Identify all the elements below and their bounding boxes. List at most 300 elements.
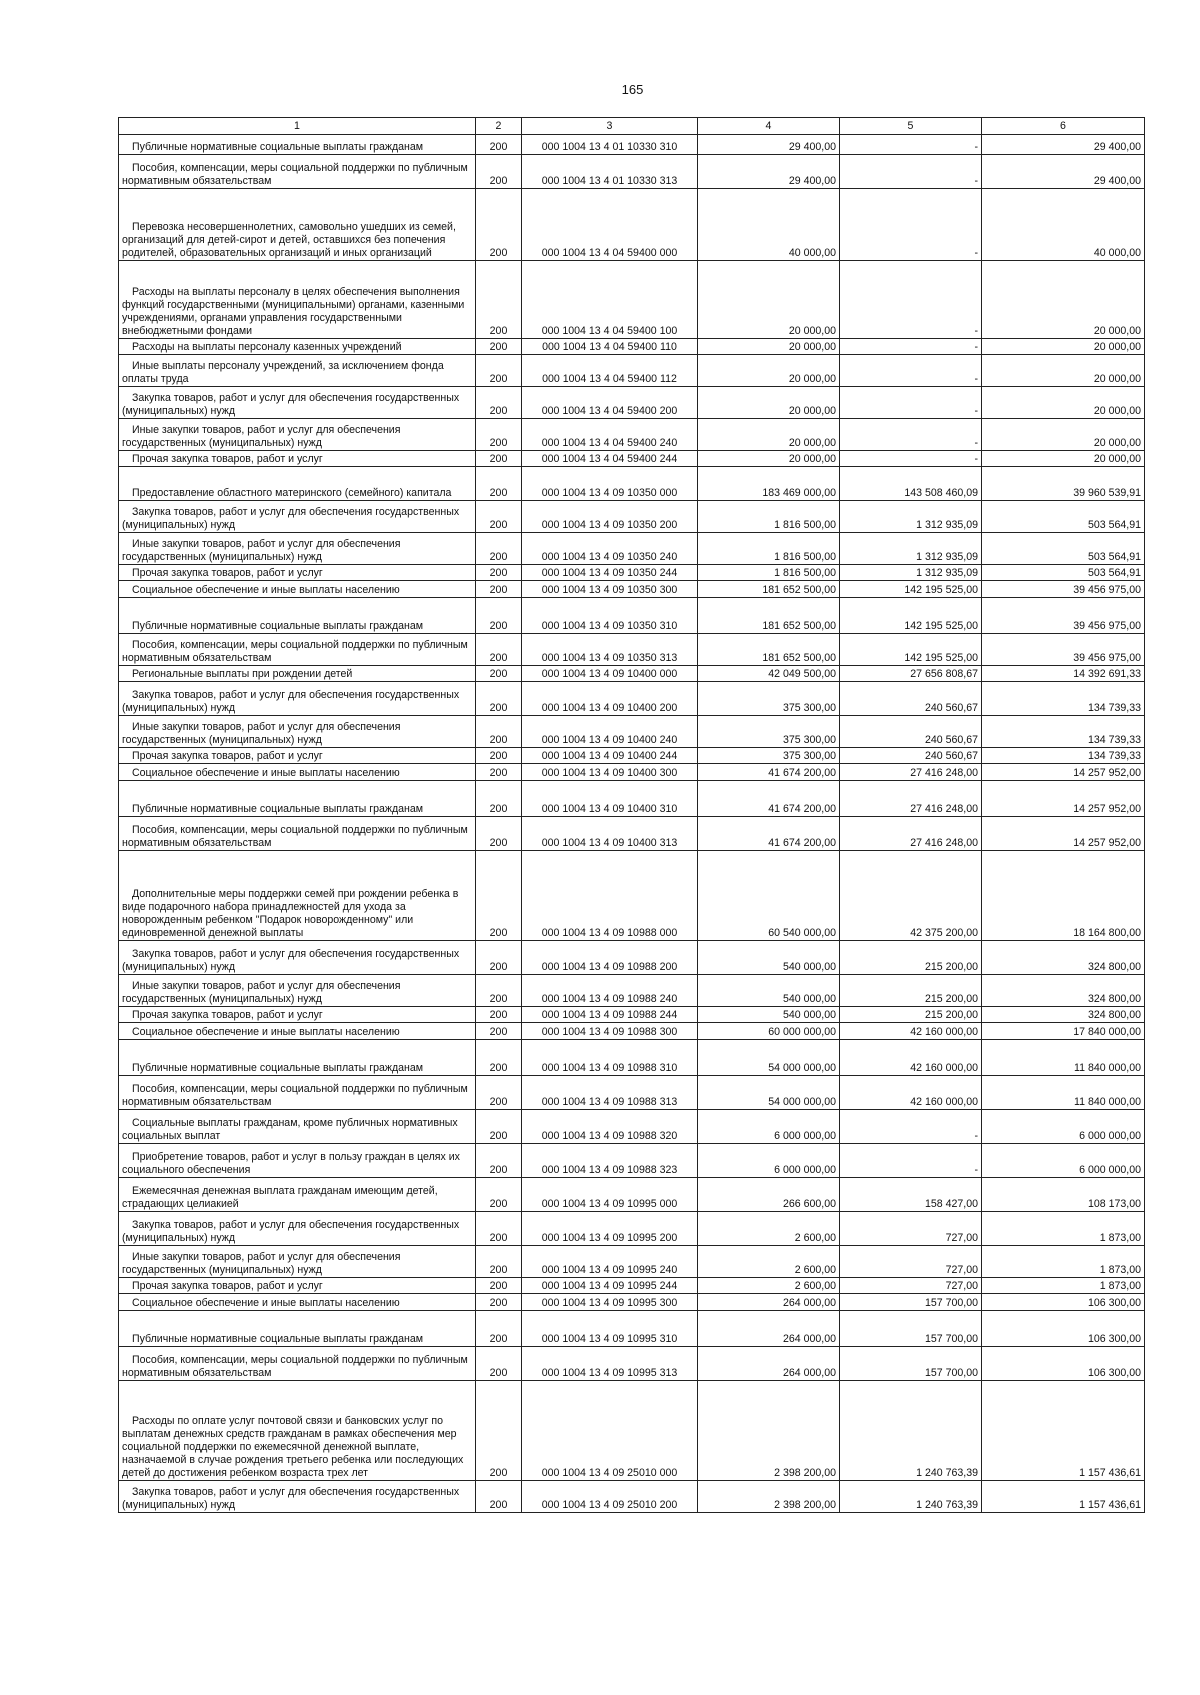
row-code-cell: 000 1004 13 4 04 59400 244	[522, 451, 698, 467]
row-col5-cell: -	[840, 135, 982, 155]
row-code-cell: 000 1004 13 4 09 10400 000	[522, 666, 698, 682]
row-col5-cell: 42 160 000,00	[840, 1040, 982, 1076]
row-name-text: Публичные нормативные социальные выплаты гражданам	[132, 1333, 424, 1346]
row-name-cell	[119, 155, 476, 189]
table-row	[119, 1023, 1145, 1040]
row-col5-cell: 240 560,67	[840, 748, 982, 764]
row-col6-cell: 108 173,00	[982, 1178, 1145, 1212]
row-name-text: Прочая закупка товаров, работ и услуг	[132, 453, 323, 466]
row-name-cell	[119, 189, 476, 261]
table-row	[119, 1278, 1145, 1294]
row-category-cell: 200	[476, 501, 522, 533]
row-name-text: Закупка товаров, работ и услуг для обеспечения государственных (муниципальных) нужд	[122, 392, 460, 418]
row-name-cell	[119, 339, 476, 355]
row-col5-cell: -	[840, 1110, 982, 1144]
row-col5-cell: 1 312 935,09	[840, 501, 982, 533]
row-code-cell: 000 1004 13 4 09 10988 300	[522, 1023, 698, 1040]
row-name-cell	[119, 1144, 476, 1178]
row-name-text: Публичные нормативные социальные выплаты гражданам	[132, 620, 424, 633]
row-col6-cell: 503 564,91	[982, 565, 1145, 581]
table-row	[119, 387, 1145, 419]
row-category-cell: 200	[476, 355, 522, 387]
table-row	[119, 1110, 1145, 1144]
row-code-cell: 000 1004 13 4 01 10330 310	[522, 135, 698, 155]
row-category-cell: 200	[476, 748, 522, 764]
row-code-cell: 000 1004 13 4 09 10400 200	[522, 682, 698, 716]
row-code-cell: 000 1004 13 4 09 10995 240	[522, 1246, 698, 1278]
row-category-cell: 200	[476, 135, 522, 155]
row-col5-cell: 215 200,00	[840, 941, 982, 975]
row-code-cell: 000 1004 13 4 09 10350 240	[522, 533, 698, 565]
row-code-cell: 000 1004 13 4 09 25010 000	[522, 1381, 698, 1481]
row-name-text: Иные закупки товаров, работ и услуг для обеспечения государственных (муниципальных) нужд	[122, 980, 401, 1006]
row-col6-cell: 39 456 975,00	[982, 581, 1145, 598]
header-col-3: 3	[522, 118, 698, 135]
row-code-cell: 000 1004 13 4 09 10400 300	[522, 764, 698, 781]
row-name-cell	[119, 467, 476, 501]
table-row	[119, 1381, 1145, 1481]
row-name-cell	[119, 634, 476, 666]
row-name-text: Прочая закупка товаров, работ и услуг	[132, 1009, 323, 1022]
table-row	[119, 941, 1145, 975]
row-col4-cell: 42 049 500,00	[698, 666, 840, 682]
row-col4-cell: 181 652 500,00	[698, 634, 840, 666]
row-name-cell	[119, 355, 476, 387]
row-name-text: Иные закупки товаров, работ и услуг для обеспечения государственных (муниципальных) нужд	[122, 1251, 401, 1277]
row-col6-cell: 20 000,00	[982, 339, 1145, 355]
row-col6-cell: 134 739,33	[982, 682, 1145, 716]
table-row	[119, 781, 1145, 817]
row-col4-cell: 181 652 500,00	[698, 581, 840, 598]
row-name-text: Иные выплаты персоналу учреждений, за исключением фонда оплаты труда	[122, 360, 444, 386]
row-category-cell: 200	[476, 634, 522, 666]
row-code-cell: 000 1004 13 4 09 10400 240	[522, 716, 698, 748]
row-name-cell	[119, 451, 476, 467]
row-col5-cell: 27 656 808,67	[840, 666, 982, 682]
row-name-text: Пособия, компенсации, меры социальной поддержки по публичным нормативным обязательствам	[122, 1083, 468, 1109]
row-col6-cell: 106 300,00	[982, 1311, 1145, 1347]
row-code-cell: 000 1004 13 4 09 10350 244	[522, 565, 698, 581]
row-category-cell: 200	[476, 764, 522, 781]
table-row	[119, 1178, 1145, 1212]
row-name-cell	[119, 533, 476, 565]
row-col5-cell: 1 240 763,39	[840, 1381, 982, 1481]
row-col4-cell: 1 816 500,00	[698, 533, 840, 565]
row-col6-cell: 324 800,00	[982, 975, 1145, 1007]
row-name-text: Предоставление областного материнского (семейного) капитала	[132, 487, 452, 500]
header-col-6: 6	[982, 118, 1145, 135]
row-col4-cell: 2 600,00	[698, 1212, 840, 1246]
row-col4-cell: 183 469 000,00	[698, 467, 840, 501]
row-category-cell: 200	[476, 781, 522, 817]
row-col5-cell: 157 700,00	[840, 1311, 982, 1347]
row-category-cell: 200	[476, 1023, 522, 1040]
row-name-cell	[119, 764, 476, 781]
row-category-cell: 200	[476, 387, 522, 419]
row-col4-cell: 375 300,00	[698, 682, 840, 716]
row-name-text: Ежемесячная денежная выплата гражданам имеющим детей, страдающих целиакией	[122, 1185, 438, 1211]
row-col4-cell: 41 674 200,00	[698, 781, 840, 817]
row-name-cell	[119, 581, 476, 598]
row-category-cell: 200	[476, 467, 522, 501]
row-name-text: Расходы по оплате услуг почтовой связи и банковских услуг по выплатам денежных средств гражданам в рамках обеспечения мер социальной поддержки по ежемесячной денежной выплате, назначаемой в случае рождения третьего ребенка или последующих детей до достижения ребенком возраста трех лет	[122, 1415, 464, 1480]
row-name-text: Публичные нормативные социальные выплаты гражданам	[132, 803, 424, 816]
table-row	[119, 533, 1145, 565]
row-col5-cell: 142 195 525,00	[840, 581, 982, 598]
table-row	[119, 764, 1145, 781]
row-col4-cell: 1 816 500,00	[698, 501, 840, 533]
row-col6-cell: 1 873,00	[982, 1246, 1145, 1278]
row-name-cell	[119, 419, 476, 451]
row-name-text: Прочая закупка товаров, работ и услуг	[132, 1280, 323, 1293]
row-col4-cell: 29 400,00	[698, 135, 840, 155]
row-name-text: Пособия, компенсации, меры социальной поддержки по публичным нормативным обязательствам	[122, 162, 468, 188]
row-col5-cell: 157 700,00	[840, 1294, 982, 1311]
row-name-text: Закупка товаров, работ и услуг для обеспечения государственных (муниципальных) нужд	[122, 1219, 460, 1245]
header-col-5: 5	[840, 118, 982, 135]
row-code-cell: 000 1004 13 4 09 10988 320	[522, 1110, 698, 1144]
row-code-cell: 000 1004 13 4 09 10995 200	[522, 1212, 698, 1246]
row-col5-cell: 142 195 525,00	[840, 598, 982, 634]
row-col4-cell: 20 000,00	[698, 339, 840, 355]
row-code-cell: 000 1004 13 4 09 10995 000	[522, 1178, 698, 1212]
header-row	[119, 118, 1145, 135]
row-col6-cell: 20 000,00	[982, 387, 1145, 419]
row-col6-cell: 14 257 952,00	[982, 764, 1145, 781]
row-category-cell: 200	[476, 716, 522, 748]
row-name-text: Расходы на выплаты персоналу в целях обеспечения выполнения функций государственными (муниципальными) органами, казенными учреждениями, органами управления государственными внебюджетными фондами	[122, 286, 465, 338]
row-category-cell: 200	[476, 682, 522, 716]
row-col6-cell: 39 960 539,91	[982, 467, 1145, 501]
row-col4-cell: 264 000,00	[698, 1294, 840, 1311]
row-category-cell: 200	[476, 1076, 522, 1110]
row-col6-cell: 1 157 436,61	[982, 1381, 1145, 1481]
table-row	[119, 682, 1145, 716]
row-category-cell: 200	[476, 581, 522, 598]
row-col4-cell: 29 400,00	[698, 155, 840, 189]
row-col4-cell: 6 000 000,00	[698, 1144, 840, 1178]
row-col4-cell: 264 000,00	[698, 1347, 840, 1381]
row-name-cell	[119, 1481, 476, 1513]
row-col5-cell: -	[840, 189, 982, 261]
row-category-cell: 200	[476, 419, 522, 451]
row-name-text: Пособия, компенсации, меры социальной поддержки по публичным нормативным обязательствам	[122, 1354, 468, 1380]
row-col4-cell: 20 000,00	[698, 419, 840, 451]
table-row	[119, 565, 1145, 581]
row-category-cell: 200	[476, 1040, 522, 1076]
table-row	[119, 339, 1145, 355]
row-code-cell: 000 1004 13 4 09 10988 244	[522, 1007, 698, 1023]
row-col4-cell: 20 000,00	[698, 355, 840, 387]
row-col4-cell: 2 600,00	[698, 1246, 840, 1278]
table-row	[119, 748, 1145, 764]
row-name-cell	[119, 851, 476, 941]
row-col4-cell: 54 000 000,00	[698, 1040, 840, 1076]
row-name-text: Социальное обеспечение и иные выплаты населению	[132, 1297, 400, 1310]
row-name-cell	[119, 387, 476, 419]
row-col5-cell: 1 312 935,09	[840, 565, 982, 581]
row-col4-cell: 20 000,00	[698, 261, 840, 339]
row-name-text: Закупка товаров, работ и услуг для обеспечения государственных (муниципальных) нужд	[122, 948, 460, 974]
page-number: 165	[621, 82, 644, 97]
row-col6-cell: 1 873,00	[982, 1212, 1145, 1246]
row-code-cell: 000 1004 13 4 09 10988 000	[522, 851, 698, 941]
row-name-cell	[119, 501, 476, 533]
row-code-cell: 000 1004 13 4 09 10400 244	[522, 748, 698, 764]
row-name-cell	[119, 1212, 476, 1246]
row-name-cell	[119, 135, 476, 155]
row-name-cell	[119, 941, 476, 975]
row-col6-cell: 29 400,00	[982, 135, 1145, 155]
row-name-cell	[119, 781, 476, 817]
row-col6-cell: 11 840 000,00	[982, 1040, 1145, 1076]
row-category-cell: 200	[476, 1007, 522, 1023]
table-row	[119, 634, 1145, 666]
row-category-cell: 200	[476, 975, 522, 1007]
row-code-cell: 000 1004 13 4 01 10330 313	[522, 155, 698, 189]
row-col6-cell: 106 300,00	[982, 1347, 1145, 1381]
table-row	[119, 1311, 1145, 1347]
row-category-cell: 200	[476, 817, 522, 851]
row-col5-cell: -	[840, 261, 982, 339]
table-row	[119, 261, 1145, 339]
row-col4-cell: 6 000 000,00	[698, 1110, 840, 1144]
row-code-cell: 000 1004 13 4 09 10988 200	[522, 941, 698, 975]
row-col6-cell: 324 800,00	[982, 1007, 1145, 1023]
row-code-cell: 000 1004 13 4 04 59400 000	[522, 189, 698, 261]
row-col5-cell: 27 416 248,00	[840, 817, 982, 851]
row-code-cell: 000 1004 13 4 09 10988 240	[522, 975, 698, 1007]
row-category-cell: 200	[476, 1178, 522, 1212]
row-category-cell: 200	[476, 451, 522, 467]
row-name-cell	[119, 817, 476, 851]
row-name-text: Расходы на выплаты персоналу казенных учреждений	[132, 341, 402, 354]
row-col5-cell: -	[840, 155, 982, 189]
row-col6-cell: 324 800,00	[982, 941, 1145, 975]
row-name-cell	[119, 716, 476, 748]
row-col5-cell: -	[840, 1144, 982, 1178]
row-col5-cell: 727,00	[840, 1246, 982, 1278]
row-name-cell	[119, 1311, 476, 1347]
row-category-cell: 200	[476, 339, 522, 355]
row-name-cell	[119, 666, 476, 682]
table-row	[119, 1076, 1145, 1110]
row-col6-cell: 503 564,91	[982, 533, 1145, 565]
row-code-cell: 000 1004 13 4 04 59400 240	[522, 419, 698, 451]
row-col6-cell: 14 257 952,00	[982, 781, 1145, 817]
row-category-cell: 200	[476, 941, 522, 975]
row-col4-cell: 41 674 200,00	[698, 817, 840, 851]
row-code-cell: 000 1004 13 4 09 10350 300	[522, 581, 698, 598]
row-col4-cell: 60 000 000,00	[698, 1023, 840, 1040]
row-category-cell: 200	[476, 1110, 522, 1144]
row-category-cell: 200	[476, 851, 522, 941]
row-col4-cell: 540 000,00	[698, 1007, 840, 1023]
row-name-cell	[119, 565, 476, 581]
row-category-cell: 200	[476, 261, 522, 339]
row-name-cell	[119, 748, 476, 764]
table-row	[119, 1144, 1145, 1178]
row-code-cell: 000 1004 13 4 09 10988 323	[522, 1144, 698, 1178]
row-code-cell: 000 1004 13 4 09 10350 000	[522, 467, 698, 501]
row-code-cell: 000 1004 13 4 09 25010 200	[522, 1481, 698, 1513]
row-code-cell: 000 1004 13 4 09 10988 313	[522, 1076, 698, 1110]
row-col5-cell: 240 560,67	[840, 682, 982, 716]
row-col6-cell: 20 000,00	[982, 355, 1145, 387]
row-col5-cell: 27 416 248,00	[840, 764, 982, 781]
table-row	[119, 189, 1145, 261]
row-name-cell	[119, 975, 476, 1007]
row-col5-cell: 42 375 200,00	[840, 851, 982, 941]
row-col6-cell: 20 000,00	[982, 419, 1145, 451]
row-category-cell: 200	[476, 1212, 522, 1246]
row-col5-cell: -	[840, 355, 982, 387]
budget-table	[118, 117, 1145, 1513]
row-name-cell	[119, 1381, 476, 1481]
row-code-cell: 000 1004 13 4 04 59400 200	[522, 387, 698, 419]
table-row	[119, 581, 1145, 598]
row-col6-cell: 40 000,00	[982, 189, 1145, 261]
row-col6-cell: 14 257 952,00	[982, 817, 1145, 851]
row-col6-cell: 18 164 800,00	[982, 851, 1145, 941]
row-code-cell: 000 1004 13 4 09 10350 200	[522, 501, 698, 533]
table-row	[119, 716, 1145, 748]
row-col5-cell: 240 560,67	[840, 716, 982, 748]
row-col5-cell: 158 427,00	[840, 1178, 982, 1212]
row-name-text: Социальное обеспечение и иные выплаты населению	[132, 1026, 400, 1039]
table-row	[119, 1007, 1145, 1023]
row-col6-cell: 503 564,91	[982, 501, 1145, 533]
row-col5-cell: -	[840, 451, 982, 467]
row-col6-cell: 29 400,00	[982, 155, 1145, 189]
row-col4-cell: 2 398 200,00	[698, 1381, 840, 1481]
row-name-cell	[119, 1246, 476, 1278]
row-category-cell: 200	[476, 1481, 522, 1513]
row-col4-cell: 20 000,00	[698, 387, 840, 419]
row-name-text: Пособия, компенсации, меры социальной поддержки по публичным нормативным обязательствам	[122, 824, 468, 850]
row-code-cell: 000 1004 13 4 09 10995 300	[522, 1294, 698, 1311]
row-col5-cell: 1 240 763,39	[840, 1481, 982, 1513]
row-name-cell	[119, 1076, 476, 1110]
header-col-4: 4	[698, 118, 840, 135]
row-name-text: Закупка товаров, работ и услуг для обеспечения государственных (муниципальных) нужд	[122, 689, 460, 715]
row-col4-cell: 266 600,00	[698, 1178, 840, 1212]
table-row	[119, 1040, 1145, 1076]
table-row	[119, 817, 1145, 851]
row-name-cell	[119, 1294, 476, 1311]
row-category-cell: 200	[476, 565, 522, 581]
row-col6-cell: 11 840 000,00	[982, 1076, 1145, 1110]
row-code-cell: 000 1004 13 4 09 10988 310	[522, 1040, 698, 1076]
table-row	[119, 155, 1145, 189]
row-name-text: Публичные нормативные социальные выплаты гражданам	[132, 1062, 424, 1075]
table-row	[119, 1481, 1145, 1513]
row-name-text: Пособия, компенсации, меры социальной поддержки по публичным нормативным обязательствам	[122, 639, 468, 665]
row-code-cell: 000 1004 13 4 04 59400 100	[522, 261, 698, 339]
row-col4-cell: 540 000,00	[698, 975, 840, 1007]
row-category-cell: 200	[476, 1311, 522, 1347]
row-col5-cell: -	[840, 387, 982, 419]
row-name-text: Дополнительные меры поддержки семей при рождении ребенка в виде подарочного набора принадлежностей для ухода за новорожденным ребенком "Подарок новорожденному" или единовременной денежной выплаты	[122, 888, 459, 940]
row-col6-cell: 6 000 000,00	[982, 1144, 1145, 1178]
row-code-cell: 000 1004 13 4 09 10995 313	[522, 1347, 698, 1381]
row-name-cell	[119, 1040, 476, 1076]
row-name-text: Социальные выплаты гражданам, кроме публичных нормативных социальных выплат	[122, 1117, 458, 1143]
row-category-cell: 200	[476, 1294, 522, 1311]
row-col5-cell: 727,00	[840, 1212, 982, 1246]
row-name-text: Закупка товаров, работ и услуг для обеспечения государственных (муниципальных) нужд	[122, 1486, 460, 1512]
table-row	[119, 467, 1145, 501]
row-code-cell: 000 1004 13 4 09 10400 313	[522, 817, 698, 851]
row-col4-cell: 54 000 000,00	[698, 1076, 840, 1110]
row-code-cell: 000 1004 13 4 09 10400 310	[522, 781, 698, 817]
row-category-cell: 200	[476, 666, 522, 682]
row-col4-cell: 181 652 500,00	[698, 598, 840, 634]
table-row	[119, 1212, 1145, 1246]
row-col6-cell: 14 392 691,33	[982, 666, 1145, 682]
row-name-cell	[119, 261, 476, 339]
row-code-cell: 000 1004 13 4 04 59400 112	[522, 355, 698, 387]
row-name-cell	[119, 1023, 476, 1040]
row-col4-cell: 40 000,00	[698, 189, 840, 261]
row-col5-cell: 727,00	[840, 1278, 982, 1294]
table-row	[119, 1246, 1145, 1278]
header-col-2: 2	[476, 118, 522, 135]
row-col5-cell: 42 160 000,00	[840, 1076, 982, 1110]
row-col6-cell: 17 840 000,00	[982, 1023, 1145, 1040]
row-col5-cell: 157 700,00	[840, 1347, 982, 1381]
table-row	[119, 451, 1145, 467]
table-row	[119, 501, 1145, 533]
row-col6-cell: 39 456 975,00	[982, 598, 1145, 634]
row-col5-cell: 143 508 460,09	[840, 467, 982, 501]
row-code-cell: 000 1004 13 4 09 10350 313	[522, 634, 698, 666]
row-name-text: Региональные выплаты при рождении детей	[132, 668, 353, 681]
row-code-cell: 000 1004 13 4 09 10350 310	[522, 598, 698, 634]
row-col6-cell: 39 456 975,00	[982, 634, 1145, 666]
row-col6-cell: 20 000,00	[982, 451, 1145, 467]
row-name-cell	[119, 1007, 476, 1023]
table-row	[119, 975, 1145, 1007]
row-category-cell: 200	[476, 1381, 522, 1481]
row-col5-cell: 1 312 935,09	[840, 533, 982, 565]
row-col4-cell: 20 000,00	[698, 451, 840, 467]
row-col5-cell: 215 200,00	[840, 975, 982, 1007]
row-name-text: Публичные нормативные социальные выплаты гражданам	[132, 141, 424, 154]
table-row	[119, 355, 1145, 387]
row-name-cell	[119, 1347, 476, 1381]
row-col6-cell: 6 000 000,00	[982, 1110, 1145, 1144]
table-row	[119, 135, 1145, 155]
row-category-cell: 200	[476, 189, 522, 261]
row-col5-cell: 42 160 000,00	[840, 1023, 982, 1040]
row-category-cell: 200	[476, 1246, 522, 1278]
row-name-cell	[119, 1178, 476, 1212]
row-col4-cell: 41 674 200,00	[698, 764, 840, 781]
table-row	[119, 419, 1145, 451]
row-col6-cell: 106 300,00	[982, 1294, 1145, 1311]
row-name-cell	[119, 1110, 476, 1144]
table-row	[119, 598, 1145, 634]
table-row	[119, 666, 1145, 682]
row-col4-cell: 540 000,00	[698, 941, 840, 975]
row-name-text: Социальное обеспечение и иные выплаты населению	[132, 767, 400, 780]
row-col4-cell: 264 000,00	[698, 1311, 840, 1347]
row-name-cell	[119, 598, 476, 634]
row-category-cell: 200	[476, 155, 522, 189]
row-col4-cell: 2 398 200,00	[698, 1481, 840, 1513]
row-col5-cell: 27 416 248,00	[840, 781, 982, 817]
